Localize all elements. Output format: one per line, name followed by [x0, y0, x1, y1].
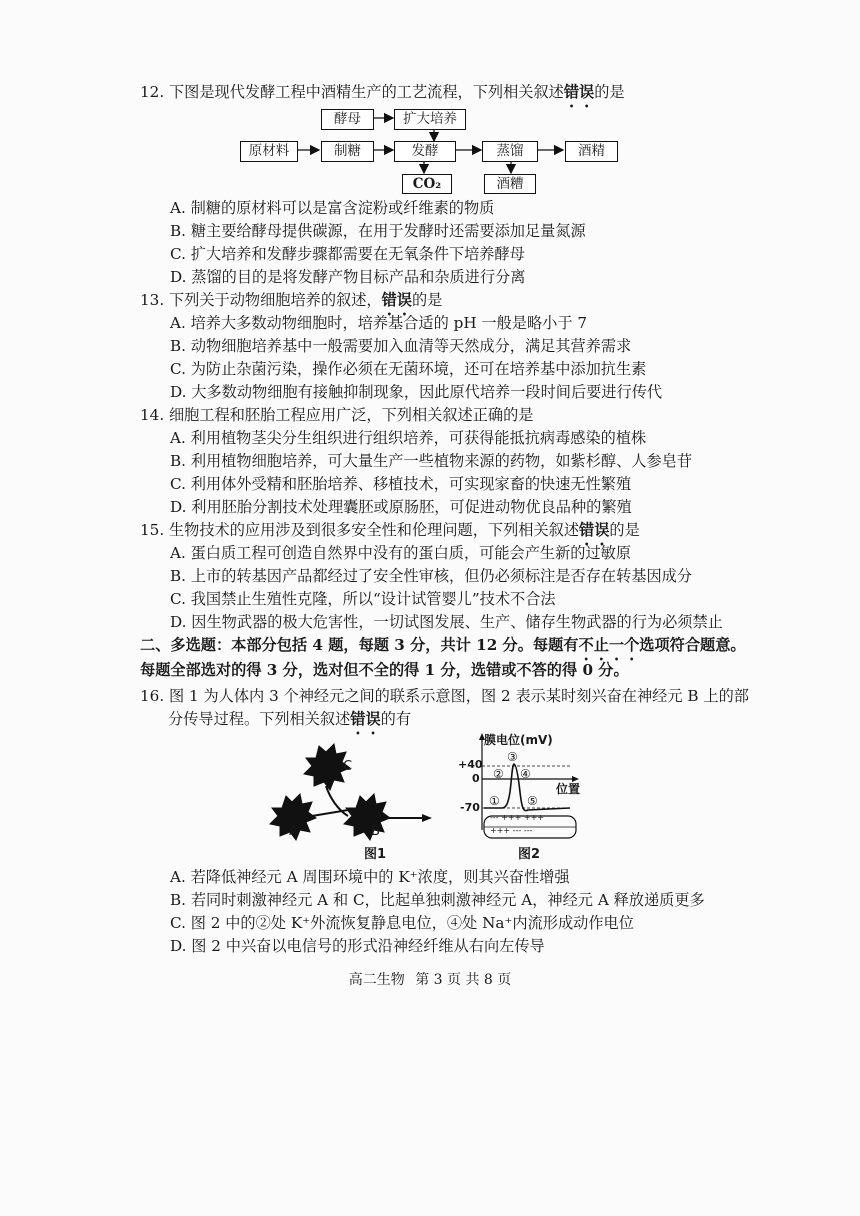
q15-option-c: C. 我国禁止生殖性克隆，所以“设计试管婴儿”技术不合法	[170, 590, 556, 608]
flow-box-alcohol: 酒精	[565, 141, 618, 162]
fig2-tick-plus40: +40	[458, 758, 483, 771]
neuron-b-label: B	[371, 824, 380, 839]
figure1-label: 图1	[364, 847, 387, 862]
q16-stem-line1: 16. 图 1 为人体内 3 个神经元之间的联系示意图，图 2 表示某时刻兴奋在神经元 B 上的部	[140, 687, 749, 705]
q13-option-d: D. 大多数动物细胞有接触抑制现象，因此原代培养一段时间后要进行传代	[170, 383, 663, 401]
fig2-marker-1: ①	[489, 794, 500, 808]
fig2-charge-outer: --- +++ +++	[490, 813, 544, 822]
fig2-marker-3: ③	[507, 750, 518, 764]
section2-header: 二、多选题：本部分包括 4 题，每题 3 分，共计 12 分。每题有不止一个选项符合题意。	[140, 636, 746, 654]
q16-option-b: B. 若同时刺激神经元 A 和 C，比起单独刺激神经元 A，神经元 A 释放递质更多	[170, 891, 705, 909]
flow-box-yeast: 酵母	[321, 109, 374, 130]
flow-box-sugar-making: 制糖	[321, 141, 374, 162]
q12-stem: 12. 下图是现代发酵工程中酒精生产的工艺流程，下列相关叙述错误的是	[140, 83, 625, 101]
fig2-marker-2: ②	[493, 767, 504, 781]
fig2-charge-inner: +++ --- ---	[490, 826, 533, 835]
q12-option-c: C. 扩大培养和发酵步骤都需要在无氧条件下培养酵母	[170, 245, 525, 263]
neuron-c-label: C	[343, 759, 353, 774]
footer-page-number: 第 3 页 共 8 页	[415, 972, 512, 988]
q14-stem: 14. 细胞工程和胚胎工程应用广泛，下列相关叙述正确的是	[140, 406, 534, 424]
q15-stem: 15. 生物技术的应用涉及到很多安全性和伦理问题，下列相关叙述错误的是	[140, 521, 640, 539]
q14-option-d: D. 利用胚胎分割技术处理囊胚或原肠胚，可促进动物优良品种的繁殖	[170, 498, 632, 516]
q13-stem: 13. 下列关于动物细胞培养的叙述，错误的是	[140, 291, 443, 309]
fig2-tick-0: 0	[472, 772, 480, 785]
fig2-marker-4: ④	[520, 767, 531, 781]
flow-box-distillation: 蒸馏	[482, 141, 538, 162]
fig2-tick-minus70: -70	[460, 801, 480, 814]
q15-option-d: D. 因生物武器的极大危害性，一切试图发展、生产、储存生物武器的行为必须禁止	[170, 613, 723, 631]
q13-option-c: C. 为防止杂菌污染，操作必须在无菌环境，还可在培养基中添加抗生素	[170, 360, 647, 378]
q13-option-a: A. 培养大多数动物细胞时，培养基合适的 pH 一般是略小于 7	[170, 314, 588, 332]
q12-option-d: D. 蒸馏的目的是将发酵产物目标产品和杂质进行分离	[170, 268, 526, 286]
flow-box-raw-material: 原材料	[240, 141, 298, 162]
footer-subject: 高二生物	[348, 972, 405, 988]
q15-option-b: B. 上市的转基因产品都经过了安全性审核，但仍必须标注是否存在转基因成分	[170, 567, 693, 585]
neuron-b	[344, 794, 390, 840]
q13-option-b: B. 动物细胞培养基中一般需要加入血清等天然成分，满足其营养需求	[170, 337, 632, 355]
q14-option-a: A. 利用植物茎尖分生组织进行组织培养，可获得能抵抗病毒感染的植株	[170, 429, 647, 447]
q12-option-b: B. 糖主要给酵母提供碳源，在用于发酵时还需要添加足量氮源	[170, 222, 586, 240]
q16-stem-line2: 分传导过程。下列相关叙述错误的有	[168, 710, 411, 728]
page-footer	[0, 969, 860, 989]
neuron-a-label: A	[289, 824, 298, 839]
q16-option-a: A. 若降低神经元 A 周围环境中的 K⁺浓度，则其兴奋性增强	[170, 868, 570, 886]
q15-option-a: A. 蛋白质工程可创造自然界中没有的蛋白质，可能会产生新的过敏原	[170, 544, 632, 562]
flow-box-expand-culture: 扩大培养	[394, 109, 466, 130]
q16-option-c: C. 图 2 中的②处 K⁺外流恢复静息电位，④处 Na⁺内流形成动作电位	[170, 914, 634, 932]
fig2-y-axis-label: 膜电位(mV)	[484, 733, 553, 747]
section2-scoring: 每题全部选对的得 3 分，选对但不全的得 1 分，选错或不答的得 0 分。	[140, 661, 629, 679]
flow-box-fermentation: 发酵	[394, 141, 456, 162]
q14-option-b: B. 利用植物细胞培养，可大量生产一些植物来源的药物，如紫杉醇、人参皂苷	[170, 452, 693, 470]
q14-option-c: C. 利用体外受精和胚胎培养、移植技术，可实现家畜的快速无性繁殖	[170, 475, 632, 493]
fig2-x-axis-label: 位置	[556, 782, 581, 796]
flow-box-co2: CO₂	[402, 174, 452, 194]
q12-option-a: A. 制糖的原材料可以是富含淀粉或纤维素的物质	[170, 199, 495, 217]
figure2-label: 图2	[518, 847, 541, 862]
q16-option-d: D. 图 2 中兴奋以电信号的形式沿神经纤维从右向左传导	[170, 937, 545, 955]
flow-box-residue: 酒糟	[484, 174, 536, 194]
fig2-marker-5: ⑤	[527, 794, 538, 808]
